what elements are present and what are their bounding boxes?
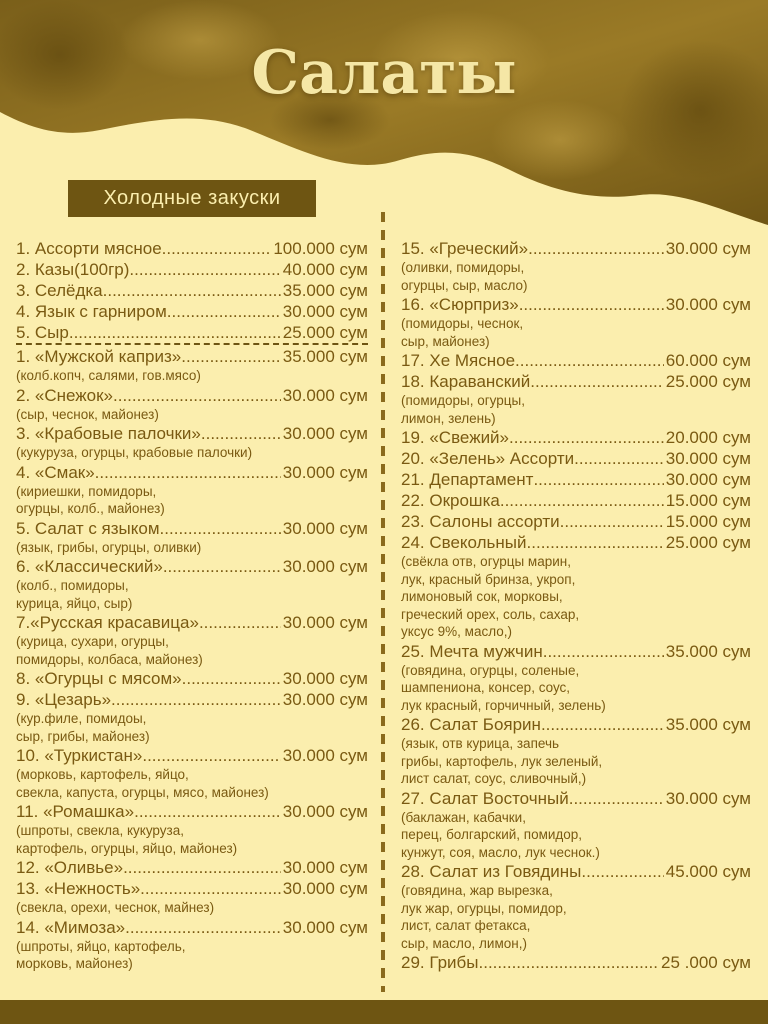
menu-item-price: 30.000 сум — [282, 302, 368, 321]
menu-item — [16, 857, 368, 878]
dot-leader — [500, 490, 664, 511]
menu-item-line — [16, 689, 368, 710]
dot-leader — [543, 641, 664, 662]
menu-item-line — [16, 238, 368, 259]
dot-leader — [530, 371, 664, 392]
menu-item — [401, 532, 751, 641]
menu-item-line — [16, 668, 368, 689]
menu-item-ingredients: (шпроты, яйцо, картофель, морковь, майонез) — [16, 938, 186, 971]
menu-item-price: 30.000 сум — [282, 858, 368, 877]
menu-item-line — [16, 518, 368, 539]
menu-item — [16, 612, 368, 668]
menu-item-name: 4. Язык с гарниром — [16, 302, 167, 321]
menu-item — [401, 294, 751, 350]
menu-item-line — [16, 857, 368, 878]
menu-item-line — [16, 301, 368, 322]
dot-leader — [142, 745, 280, 766]
menu-item-line — [401, 350, 751, 371]
menu-item-line — [401, 238, 751, 259]
menu-item — [401, 511, 751, 532]
menu-item-name: 29. Грибы — [401, 953, 479, 972]
footer-bar — [0, 1000, 768, 1024]
menu-item — [401, 714, 751, 788]
menu-item-ingredients: (помидоры, чеснок, сыр, майонез) — [401, 316, 524, 349]
menu-item — [16, 238, 368, 259]
dot-leader — [95, 462, 281, 483]
menu-item-name: 5. Сыр — [16, 323, 69, 342]
menu-item-name: 23. Салоны ассорти — [401, 512, 560, 531]
menu-item-price: 30.000 сум — [665, 239, 751, 258]
menu-item-name: 8. «Огурцы с мясом» — [16, 669, 182, 688]
menu-item-price: 30.000 сум — [282, 385, 368, 405]
menu-column-left — [16, 238, 368, 973]
menu-item-name: 1. Ассорти мясное — [16, 239, 162, 258]
menu-item — [401, 427, 751, 448]
menu-item-line — [401, 469, 751, 490]
dot-leader — [162, 238, 272, 259]
dot-leader — [163, 556, 281, 577]
dot-leader — [574, 448, 664, 469]
menu-item-name: 2. «Снежок» — [16, 385, 114, 405]
menu-item — [401, 952, 751, 973]
menu-item-ingredients: (свекла, орехи, чеснок, майнез) — [16, 900, 215, 915]
dot-leader — [541, 714, 664, 735]
menu-item-line — [401, 490, 751, 511]
menu-item-price: 30.000 сум — [282, 424, 368, 443]
menu-item-price: 30.000 сум — [282, 802, 368, 821]
menu-item — [401, 448, 751, 469]
dot-leader — [560, 511, 664, 532]
menu-item — [401, 238, 751, 294]
menu-item-price: 30.000 сум — [282, 669, 368, 688]
menu-item-ingredients: (колб., помидоры, курица, яйцо, сыр) — [16, 578, 133, 611]
menu-item-ingredients: (морковь, картофель, яйцо, свекла, капуста, огурцы, мясо, майонез) — [16, 767, 269, 800]
menu-item-name: 21. Департамент — [401, 470, 534, 489]
menu-item-line — [401, 448, 751, 469]
menu-item-price: 45.000 сум — [665, 862, 751, 881]
menu-item-line — [16, 745, 368, 766]
menu-item — [401, 350, 751, 371]
menu-item-price: 15.000 сум — [665, 512, 751, 531]
menu-item-line — [401, 371, 751, 392]
menu-item — [16, 668, 368, 689]
menu-item-name: 1. «Мужской каприз» — [16, 347, 182, 366]
menu-item-price: 35.000 сум — [665, 715, 751, 734]
menu-item-price: 30.000 сум — [665, 449, 751, 468]
menu-item-line — [16, 385, 368, 406]
menu-item-price: 25.000 сум — [282, 323, 368, 342]
menu-item-ingredients: (язык, отв курица, запечь грибы, картофель, лук зеленый, лист салат, соус, сливочный,) — [401, 736, 603, 786]
menu-item-line — [16, 801, 368, 822]
menu-item-line — [401, 511, 751, 532]
dot-leader — [125, 917, 281, 938]
menu-item — [401, 788, 751, 862]
menu-item — [401, 490, 751, 511]
menu-item-line — [16, 259, 368, 280]
menu-item-ingredients: (говядина, жар вырезка, лук жар, огурцы, помидор, лист, салат фетакса, сыр, масло, лимон,) — [401, 883, 567, 951]
menu-item — [16, 346, 368, 385]
menu-item-price: 25 .000 сум — [661, 953, 751, 972]
menu-item — [401, 861, 751, 952]
dot-leader — [160, 518, 281, 539]
dot-leader — [581, 861, 663, 882]
column-divider — [381, 212, 385, 992]
menu-item-ingredients: (язык, грибы, огурцы, оливки) — [16, 539, 202, 555]
menu-item-price: 30.000 сум — [665, 788, 751, 808]
menu-item-line — [16, 462, 368, 483]
menu-item — [16, 301, 368, 322]
dot-leader — [519, 294, 664, 315]
menu-item — [401, 641, 751, 715]
menu-item-ingredients: (баклажан, кабачки, перец, болгарский, помидор, кунжут, соя, масло, лук чеснок.) — [401, 809, 600, 860]
menu-item-name: 5. Салат с языком — [16, 518, 160, 538]
menu-item-ingredients: (шпроты, свекла, кукуруза, картофель, огурцы, яйцо, майонез) — [16, 823, 238, 856]
menu-column-right — [401, 238, 751, 973]
menu-item-name: 14. «Мимоза» — [16, 917, 126, 937]
menu-item-price: 60.000 сум — [665, 351, 751, 370]
dot-leader — [167, 301, 281, 322]
menu-item — [16, 689, 368, 745]
menu-item-price: 30.000 сум — [282, 462, 368, 482]
menu-item-name: 11. «Ромашка» — [16, 802, 135, 821]
menu-item-name: 12. «Оливье» — [16, 858, 124, 877]
menu-item-name: 4. «Смак» — [16, 462, 95, 482]
menu-item — [16, 280, 368, 301]
dot-leader — [69, 322, 281, 343]
menu-item-line — [401, 641, 751, 662]
dot-leader — [129, 259, 280, 280]
menu-item — [16, 878, 368, 917]
menu-item-name: 13. «Нежность» — [16, 879, 141, 898]
menu-item-name: 17. Хе Мясное — [401, 351, 516, 370]
menu-item-name: 10. «Туркистан» — [16, 746, 143, 765]
menu-item-price: 30.000 сум — [665, 470, 751, 489]
menu-item-name: 15. «Греческий» — [401, 239, 529, 258]
menu-item-price: 35.000 сум — [282, 281, 368, 300]
menu-item-ingredients: (свёкла отв, огурцы марин, лук, красный бринза, укроп, лимоновый сок, морковы, греческий орех, соль, сахар, уксус 9%, масло,) — [401, 554, 580, 639]
menu-item-price: 25.000 сум — [665, 533, 751, 552]
dot-leader — [528, 238, 664, 259]
dot-leader — [527, 532, 664, 553]
menu-item-line — [401, 788, 751, 809]
menu-item — [16, 462, 368, 518]
menu-item-name: 3. Селёдка — [16, 281, 103, 300]
menu-item — [16, 801, 368, 857]
menu-item-ingredients: (оливки, помидоры, огурцы, сыр, масло) — [401, 260, 528, 293]
menu-item-name: 3. «Крабовые палочки» — [16, 424, 201, 443]
menu-item — [16, 322, 368, 345]
menu-item-name: 22. Окрошка — [401, 491, 500, 510]
menu-item-name: 24. Свекольный — [401, 533, 527, 552]
menu-item — [16, 556, 368, 612]
menu-item-name: 20. «Зелень» Ассорти — [401, 449, 575, 468]
section-heading: Холодные закуски — [68, 180, 316, 217]
dot-leader — [182, 668, 281, 689]
dot-leader — [111, 689, 281, 710]
menu-item-price: 25.000 сум — [665, 372, 751, 391]
menu-item-name: 28. Салат из Говядины — [401, 862, 582, 881]
menu-item-ingredients: (говядина, огурцы, соленые, шампениона, консер, соус, лук красный, горчичный, зелень) — [401, 662, 606, 713]
menu-item-line — [16, 322, 368, 343]
dot-leader — [509, 427, 664, 448]
menu-item-line — [401, 861, 751, 882]
menu-item-line — [401, 427, 751, 448]
menu-item-price: 35.000 сум — [665, 641, 751, 661]
menu-item-line — [16, 280, 368, 301]
menu-item-line — [401, 714, 751, 735]
menu-item-ingredients: (курица, сухари, огурцы, помидоры, колбаса, майонез) — [16, 634, 203, 667]
dot-leader — [201, 423, 281, 444]
menu-item-price: 20.000 сум — [665, 428, 751, 447]
dot-leader — [533, 469, 663, 490]
menu-item-line — [16, 346, 368, 367]
menu-item-line — [16, 612, 368, 633]
menu-item-ingredients: (колб.копч, салями, гов.мясо) — [16, 368, 201, 383]
menu-item-name: 9. «Цезарь» — [16, 690, 112, 709]
menu-item — [16, 423, 368, 462]
menu-item-price: 40.000 сум — [282, 260, 368, 279]
dot-leader — [479, 952, 660, 973]
menu-item-price: 35.000 сум — [282, 347, 368, 366]
dot-leader — [103, 280, 281, 301]
menu-item — [401, 371, 751, 427]
menu-item-name: 19. «Свежий» — [401, 428, 510, 447]
menu-item-price: 30.000 сум — [282, 557, 368, 576]
menu-item — [16, 917, 368, 973]
menu-item-price: 30.000 сум — [665, 295, 751, 314]
menu-item-line — [401, 532, 751, 553]
menu-item-line — [16, 878, 368, 899]
menu-item — [16, 518, 368, 557]
menu-item-name: 26. Салат Боярин — [401, 715, 541, 734]
menu-item-name: 2. Казы(100гр) — [16, 260, 130, 279]
dot-leader — [140, 878, 281, 899]
menu-item-price: 15.000 сум — [665, 491, 751, 510]
menu-item-name: 16. «Сюрприз» — [401, 295, 519, 314]
menu-item-price: 100.000 сум — [273, 239, 368, 258]
menu-item-ingredients: (кур.филе, помидоы, сыр, грибы, майонез) — [16, 711, 150, 744]
dot-leader — [123, 857, 281, 878]
menu-item-ingredients: (помидоры, огурцы, лимон, зелень) — [401, 393, 525, 426]
menu-item-price: 30.000 сум — [282, 690, 368, 709]
menu-item-line — [401, 952, 751, 973]
menu-item-name: 7.«Русская красавица»... — [16, 613, 214, 632]
menu-item-ingredients: (кукуруза, огурцы, крабовые палочки) — [16, 445, 253, 460]
menu-item-ingredients: (сыр, чеснок, майонез) — [16, 406, 159, 422]
menu-item-name: 6. «Классический» — [16, 557, 163, 576]
menu-item — [16, 259, 368, 280]
menu-item-ingredients: (кириешки, помидоры, огурцы, колб., майонез) — [16, 483, 165, 516]
menu-item-name: 27. Салат Восточный — [401, 788, 569, 808]
dot-leader — [134, 801, 281, 822]
menu-item-price: 30.000 сум — [282, 746, 368, 765]
menu-item — [401, 469, 751, 490]
menu-item-price: 30.000 сум — [282, 917, 368, 937]
menu-item — [16, 385, 368, 424]
menu-item-line — [16, 556, 368, 577]
dot-leader — [113, 385, 281, 406]
dot-leader — [569, 788, 664, 809]
menu-item-name: 18. Караванский — [401, 372, 531, 391]
dot-leader — [515, 350, 664, 371]
dot-leader — [181, 346, 281, 367]
page-title: Салаты — [251, 38, 517, 108]
menu-item-price: 30.000 сум — [282, 518, 368, 538]
menu-item-line — [401, 294, 751, 315]
menu-item-price: 30.000 сум — [282, 879, 368, 898]
dot-leader — [213, 612, 281, 633]
menu-item-line — [16, 423, 368, 444]
menu-item-price: 30.000 сум — [282, 613, 368, 632]
menu-item-name: 25. Мечта мужчин — [401, 641, 543, 661]
menu-item — [16, 745, 368, 801]
menu-item-line — [16, 917, 368, 938]
